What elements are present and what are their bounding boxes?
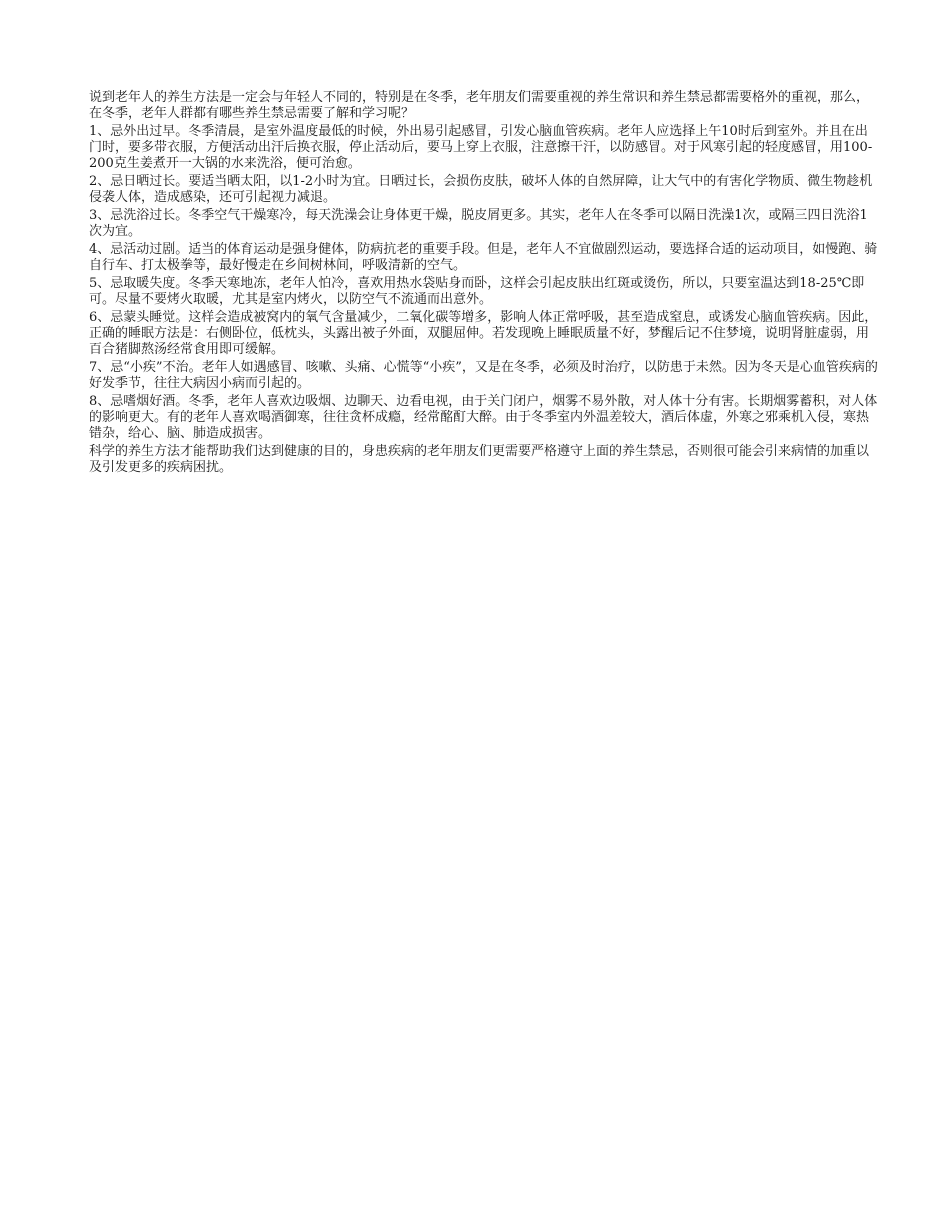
document-body (89, 90, 879, 476)
item-1-paragraph: 1、忌外出过早。冬季清晨，是室外温度最低的时候，外出易引起感冒，引发心脑血管疾病。老年人应选择上午10时后到室外。并且在出门时，要多带衣服，方便活动出汗后换衣服，停止活动后，要马上穿上衣服，注意擦干汗，以防感冒。对于风寒引起的轻度感冒，用100-200克生姜煮开一大锅的水来洗浴，便可治愈。 (89, 124, 873, 171)
item-6-paragraph: 6、忌蒙头睡觉。这样会造成被窝内的氧气含量减少，二氧化碳等增多，影响人体正常呼吸，甚至造成窒息，或诱发心脑血管疾病。因此，正确的睡眠方法是：右侧卧位，低枕头，头露出被子外面，双腿屈伸。若发现晚上睡眠质量不好，梦醒后记不住梦境，说明肾脏虚弱，用百合猪脚熬汤经常食用即可缓解。 (89, 310, 878, 357)
item-5-paragraph: 5、忌取暖失度。冬季天寒地冻，老年人怕冷，喜欢用热水袋贴身而卧，这样会引起皮肤出红斑或烫伤，所以，只要室温达到18-25℃即可。尽量不要烤火取暖，尤其是室内烤火，以防空气不流通而出意外。 (89, 276, 865, 307)
intro-paragraph: 说到老年人的养生方法是一定会与年轻人不同的，特别是在冬季，老年朋友们需要重视的养生常识和养生禁忌都需要格外的重视，那么，在冬季，老年人群都有哪些养生禁忌需要了解和学习呢？ (89, 90, 870, 121)
item-2-paragraph: 2、忌日晒过长。要适当晒太阳，以1-2小时为宜。日晒过长，会损伤皮肤，破坏人体的自然屏障，让大气中的有害化学物质、微生物趁机侵袭人体，造成感染，还可引起视力减退。 (89, 174, 873, 205)
conclusion-paragraph: 科学的养生方法才能帮助我们达到健康的目的，身患疾病的老年朋友们更需要严格遵守上面的养生禁忌，否则很可能会引来病情的加重以及引发更多的疾病困扰。 (89, 444, 870, 475)
item-3-paragraph: 3、忌洗浴过长。冬季空气干燥寒冷，每天洗澡会让身体更干燥，脱皮屑更多。其实，老年人在冬季可以隔日洗澡1次，或隔三四日洗浴1次为宜。 (89, 208, 868, 239)
item-7-paragraph: 7、忌“小疾”不治。老年人如遇感冒、咳嗽、头痛、心慌等“小疾”，又是在冬季，必须及时治疗，以防患于未然。因为冬天是心血管疾病的好发季节，往往大病因小病而引起的。 (89, 360, 878, 391)
item-4-paragraph: 4、忌活动过剧。适当的体育运动是强身健体，防病抗老的重要手段。但是，老年人不宜做剧烈运动，要选择合适的运动项目，如慢跑、骑自行车、打太极拳等，最好慢走在乡间树林间，呼吸清新的空气。 (89, 242, 878, 273)
item-8-paragraph: 8、忌嗜烟好酒。冬季，老年人喜欢边吸烟、边聊天、边看电视，由于关门闭户，烟雾不易外散，对人体十分有害。长期烟雾蓄积，对人体的影响更大。有的老年人喜欢喝酒御寒，往往贪杯成瘾，经常酩酊大醉。由于冬季室内外温差较大，酒后体虚，外寒之邪乘机入侵，寒热错杂，给心、脑、肺造成损害。 (89, 394, 878, 441)
